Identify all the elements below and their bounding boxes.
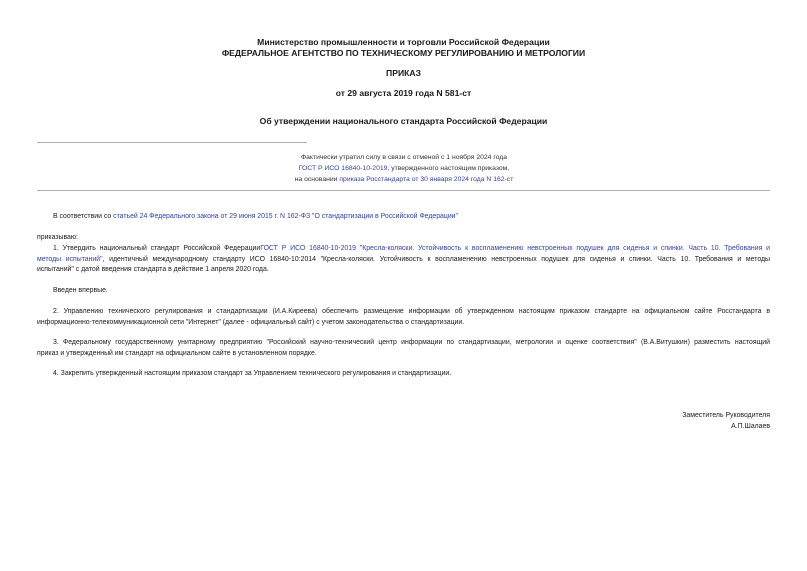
item1-prefix: 1. Утвердить национальный стандарт Российской Федерации (53, 245, 261, 252)
ministry-name: Министерство промышленности и торговли Российской Федерации (257, 37, 550, 47)
first-time-note: Введен впервые. (53, 287, 108, 294)
gost-link[interactable]: ГОСТ Р ИСО 16840-10-2019 (298, 165, 388, 172)
item-4-paragraph: 4. Закрепить утвержденный настоящим приказом стандарт за Управлением технического регулирования и стандартизации. (53, 370, 452, 377)
agency-name: ФЕДЕРАЛЬНОЕ АГЕНТСТВО ПО ТЕХНИЧЕСКОМУ РЕГУЛИРОВАНИЮ И МЕТРОЛОГИИ (221, 48, 586, 58)
intro-prefix: В соответствии со (53, 213, 114, 220)
document-subject: Об утверждении национального стандарта Российской Федерации (259, 116, 548, 126)
item-2-paragraph: 2. Управлению технического регулирования и стандартизации (И.А.Киреева) обеспечить размещение информации об утвержденном настоящим приказом стандарте на официальном сайте Росстандарта в информационно-телекоммуникационной сети "Интернет" (далее - официальный сайт) с учетом законодательства о стандартизации. (37, 308, 770, 326)
item1-rest: , идентичный международному стандарту ИСО 16840-10:2014 "Кресла-коляски. Устойчивость к воспламенению невстроенных подушек для сиденья и спинки. Часть 10. Требования и методы (102, 255, 770, 263)
status-note-prefix: на основании (294, 176, 340, 183)
status-note-text: , утвержденного настоящим приказом, (387, 165, 510, 172)
item-1-paragraph (37, 244, 770, 276)
standard-link-cont[interactable]: методы испытаний" (37, 255, 103, 263)
item1-rest-end: испытаний" с датой введения стандарта в действие 1 апреля 2020 года. (37, 266, 269, 273)
signatory-position: Заместитель Руководителя (682, 412, 770, 419)
rosstandart-order-link[interactable]: приказа Росстандарта от 30 января 2024 года N 162-ст (339, 176, 514, 183)
divider-top (37, 142, 307, 143)
divider-bottom (37, 190, 770, 191)
item-3-paragraph: 3. Федеральному государственному унитарному предприятию "Российский научно-технический центр информации по стандартизации, метрологии и оценке соответствия" (В.А.Витушкин) разместить настоящий приказ и утвержденный им стандарт на официальном сайте в установленном порядке. (37, 339, 770, 357)
document-type: ПРИКАЗ (386, 68, 421, 78)
signatory-name: А.П.Шалаев (731, 423, 770, 430)
document-date-number: от 29 августа 2019 года N 581-ст (335, 88, 472, 98)
intro-paragraph (37, 212, 770, 223)
federal-law-link[interactable]: статьей 24 Федерального закона от 29 июня 2015 г. N 162-ФЗ "О стандартизации в Российской Федерации" (113, 213, 458, 220)
orders-word: приказываю: (37, 234, 78, 241)
standard-link[interactable]: ГОСТ Р ИСО 16840-10-2019 "Кресла-коляски. Устойчивость к воспламенению невстроенных подушек для сиденья и спинки. Часть 10. Требования и (260, 245, 771, 252)
status-note-line2 (160, 164, 648, 175)
status-note-line1: Фактически утратил силу в связи с отменой с 1 ноября 2024 года (300, 154, 508, 161)
status-note-line3 (160, 175, 648, 186)
